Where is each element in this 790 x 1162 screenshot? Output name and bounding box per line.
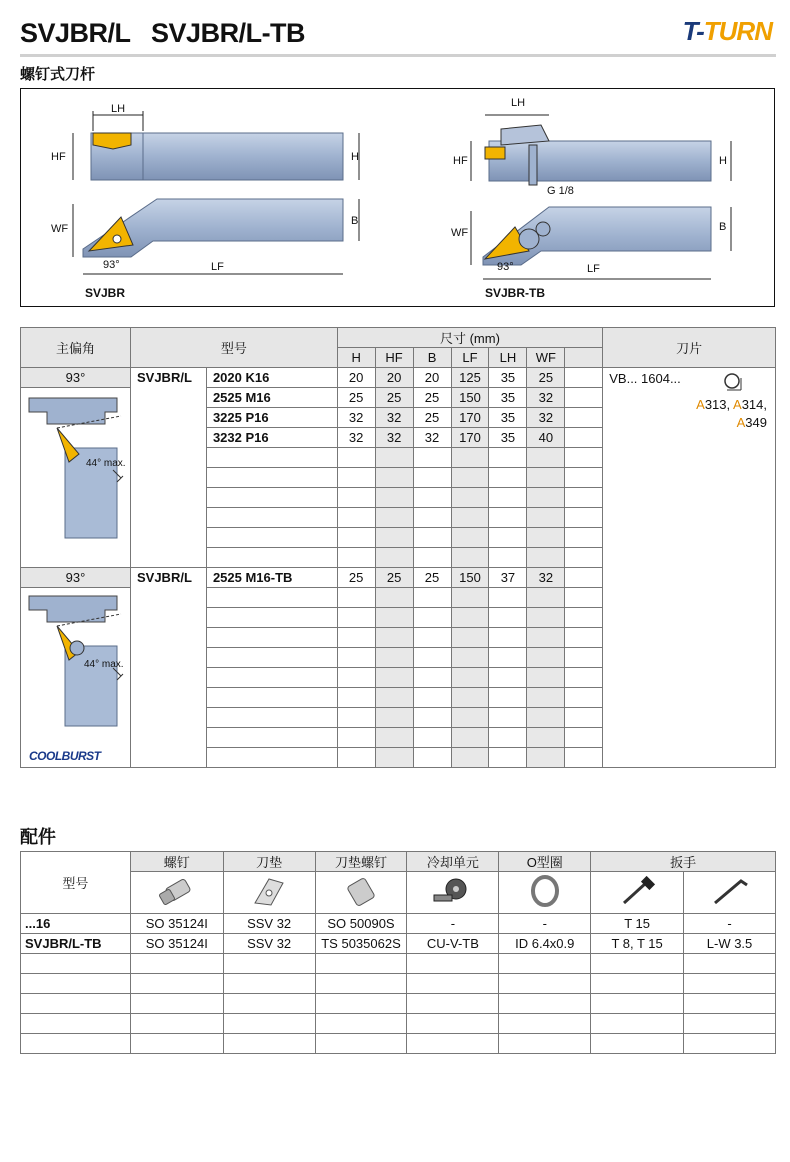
diagram-svg [21,89,774,306]
acc-cell-wrench2: L-W 3.5 [684,934,776,954]
cell-hf: 20 [375,368,413,388]
col-model: 型号 [130,328,337,368]
left-insert-top [93,133,131,149]
max-angle-label-2: 44° max. [84,659,124,670]
label-h-left: H [351,151,359,163]
table-row-empty [206,548,337,568]
table-row-empty [206,488,337,508]
label-hf-right: HF [453,155,468,167]
cell-wf: 32 [527,568,565,588]
right-holder-top [489,141,711,181]
magnifier-icon [723,372,743,395]
label-wf-left: WF [51,223,69,235]
col-insert: 刀片 [603,328,776,368]
label-svjbr-tb: SVJBR-TB [485,286,546,300]
right-clamp-top [501,125,549,145]
acc-row-empty [21,974,131,994]
acc-cell-shim-screw: TS 5035062S [315,934,407,954]
acc-row-empty [21,994,131,1014]
acc-col-wrench: 扳手 [591,852,776,872]
table-row-empty [206,588,337,608]
title-divider [20,54,776,57]
page-title: SVJBR/L SVJBR/L-TB [20,18,306,48]
acc-col-screw: 螺钉 [130,852,223,872]
shim-screw-icon [315,872,407,914]
cell-h: 32 [337,428,375,448]
acc-cell-shim: SSV 32 [223,914,315,934]
group2-angle: 93° [21,568,131,588]
acc-cell-screw: SO 35124I [130,914,223,934]
cell-wf: 25 [527,368,565,388]
acc-col-shim: 刀垫 [223,852,315,872]
acc-cell-cooling: CU-V-TB [407,934,499,954]
cell-wf: 32 [527,388,565,408]
cell-lf: 125 [451,368,489,388]
cell-lh: 35 [489,428,527,448]
table-row-empty [206,728,337,748]
label-h-right: H [719,155,727,167]
cell-b: 25 [413,388,451,408]
cooling-unit-icon [407,872,499,914]
cell-hf: 32 [375,408,413,428]
acc-cell-shim: SSV 32 [223,934,315,954]
group2-illustration [21,588,131,768]
cell-h: 25 [337,568,375,588]
cell-h: 32 [337,408,375,428]
acc-cell-oring: - [499,914,591,934]
torx-wrench-icon [591,872,684,914]
table-row-model[interactable]: 2525 M16 [206,388,337,408]
group1-prefix: SVJBR/L [130,368,206,568]
label-b-left: B [351,215,359,227]
col-angle: 主偏角 [21,328,131,368]
table-row-model[interactable]: 3232 P16 [206,428,337,448]
acc-col-cooling: 冷却单元 [407,852,499,872]
cell-wf: 40 [527,428,565,448]
insert-cell [603,368,776,768]
group2-prefix: SVJBR/L [130,568,206,768]
cell-lh: 35 [489,368,527,388]
acc-row-model[interactable]: ...16 [21,914,131,934]
cell-b: 32 [413,428,451,448]
holder-spec-table [20,327,776,768]
label-angle-right: 93° [497,261,514,273]
col-b: B [413,348,451,368]
acc-row-model[interactable]: SVJBR/L-TB [21,934,131,954]
cell-h: 25 [337,388,375,408]
cell-wf: 32 [527,408,565,428]
table-row-empty [206,668,337,688]
acc-cell-oring: ID 6.4x0.9 [499,934,591,954]
table-row-empty [206,468,337,488]
cell-lh: 35 [489,408,527,428]
max-angle-label-1: 44° max. [86,458,126,469]
table-row-empty [206,528,337,548]
label-wf-right: WF [451,227,469,239]
label-lh-left: LH [111,103,126,115]
o-ring-icon [499,872,591,914]
shim-icon [223,872,315,914]
col-lf: LF [451,348,489,368]
cell-b: 20 [413,368,451,388]
dimension-diagram [20,88,775,307]
page-subtitle: 螺钉式刀杆 [20,66,96,83]
table-row-empty [206,628,337,648]
brand-logo: T-TURN [682,16,772,46]
table-row-model[interactable]: 2020 K16 [206,368,337,388]
label-lh-right: LH [511,97,526,109]
label-b-right: B [719,221,727,233]
acc-cell-screw: SO 35124I [130,934,223,954]
acc-cell-wrench2: - [684,914,776,934]
acc-cell-shim-screw: SO 50090S [315,914,407,934]
table-row-model[interactable]: 2525 M16-TB [206,568,337,588]
table-row-empty [206,648,337,668]
hex-wrench-icon [684,872,776,914]
col-h: H [337,348,375,368]
accessories-title: 配件 [20,827,56,847]
screw-icon [130,872,223,914]
cell-lh: 35 [489,388,527,408]
acc-col-oring: O型圈 [499,852,591,872]
group1-illustration [21,388,131,568]
cell-b: 25 [413,568,451,588]
coolburst-logo: COOLBURST [29,749,101,763]
acc-row-empty [21,1034,131,1054]
label-angle-left: 93° [103,259,120,271]
table-row-empty [206,688,337,708]
acc-cell-cooling: - [407,914,499,934]
cell-b: 25 [413,408,451,428]
col-lh: LH [489,348,527,368]
cell-lf: 150 [451,388,489,408]
acc-row-empty [21,954,131,974]
cell-hf: 32 [375,428,413,448]
accessories-table [20,851,776,1054]
col-hf: HF [375,348,413,368]
col-dims: 尺寸 (mm) [337,328,603,348]
acc-row-empty [21,1014,131,1034]
acc-col-shim-screw: 刀垫螺钉 [315,852,407,872]
cell-lf: 170 [451,428,489,448]
table-row-empty [206,748,337,768]
col-wf: WF [527,348,565,368]
cell-lf: 150 [451,568,489,588]
cell-hf: 25 [375,568,413,588]
cell-blank [565,368,603,388]
label-g-right: G 1/8 [547,185,574,197]
acc-cell-wrench1: T 8, T 15 [591,934,684,954]
cell-lf: 170 [451,408,489,428]
group1-angle: 93° [21,368,131,388]
table-row-model[interactable]: 3225 P16 [206,408,337,428]
acc-col-model: 型号 [21,852,131,914]
table-row-empty [206,608,337,628]
col-blank [565,348,603,368]
cell-lh: 37 [489,568,527,588]
label-svjbr: SVJBR [85,286,126,300]
insert-type: VB... 1604... [609,371,681,386]
table-row-empty [206,708,337,728]
insert-grades: A313, A314, A349 [696,397,767,430]
label-lf-left: LF [211,261,224,273]
svjbr-profile-icon [21,388,129,564]
cell-hf: 25 [375,388,413,408]
table-row-empty [206,448,337,468]
cell-h: 20 [337,368,375,388]
acc-cell-wrench1: T 15 [591,914,684,934]
table-row-empty [206,508,337,528]
label-hf-left: HF [51,151,66,163]
label-lf-right: LF [587,263,600,275]
